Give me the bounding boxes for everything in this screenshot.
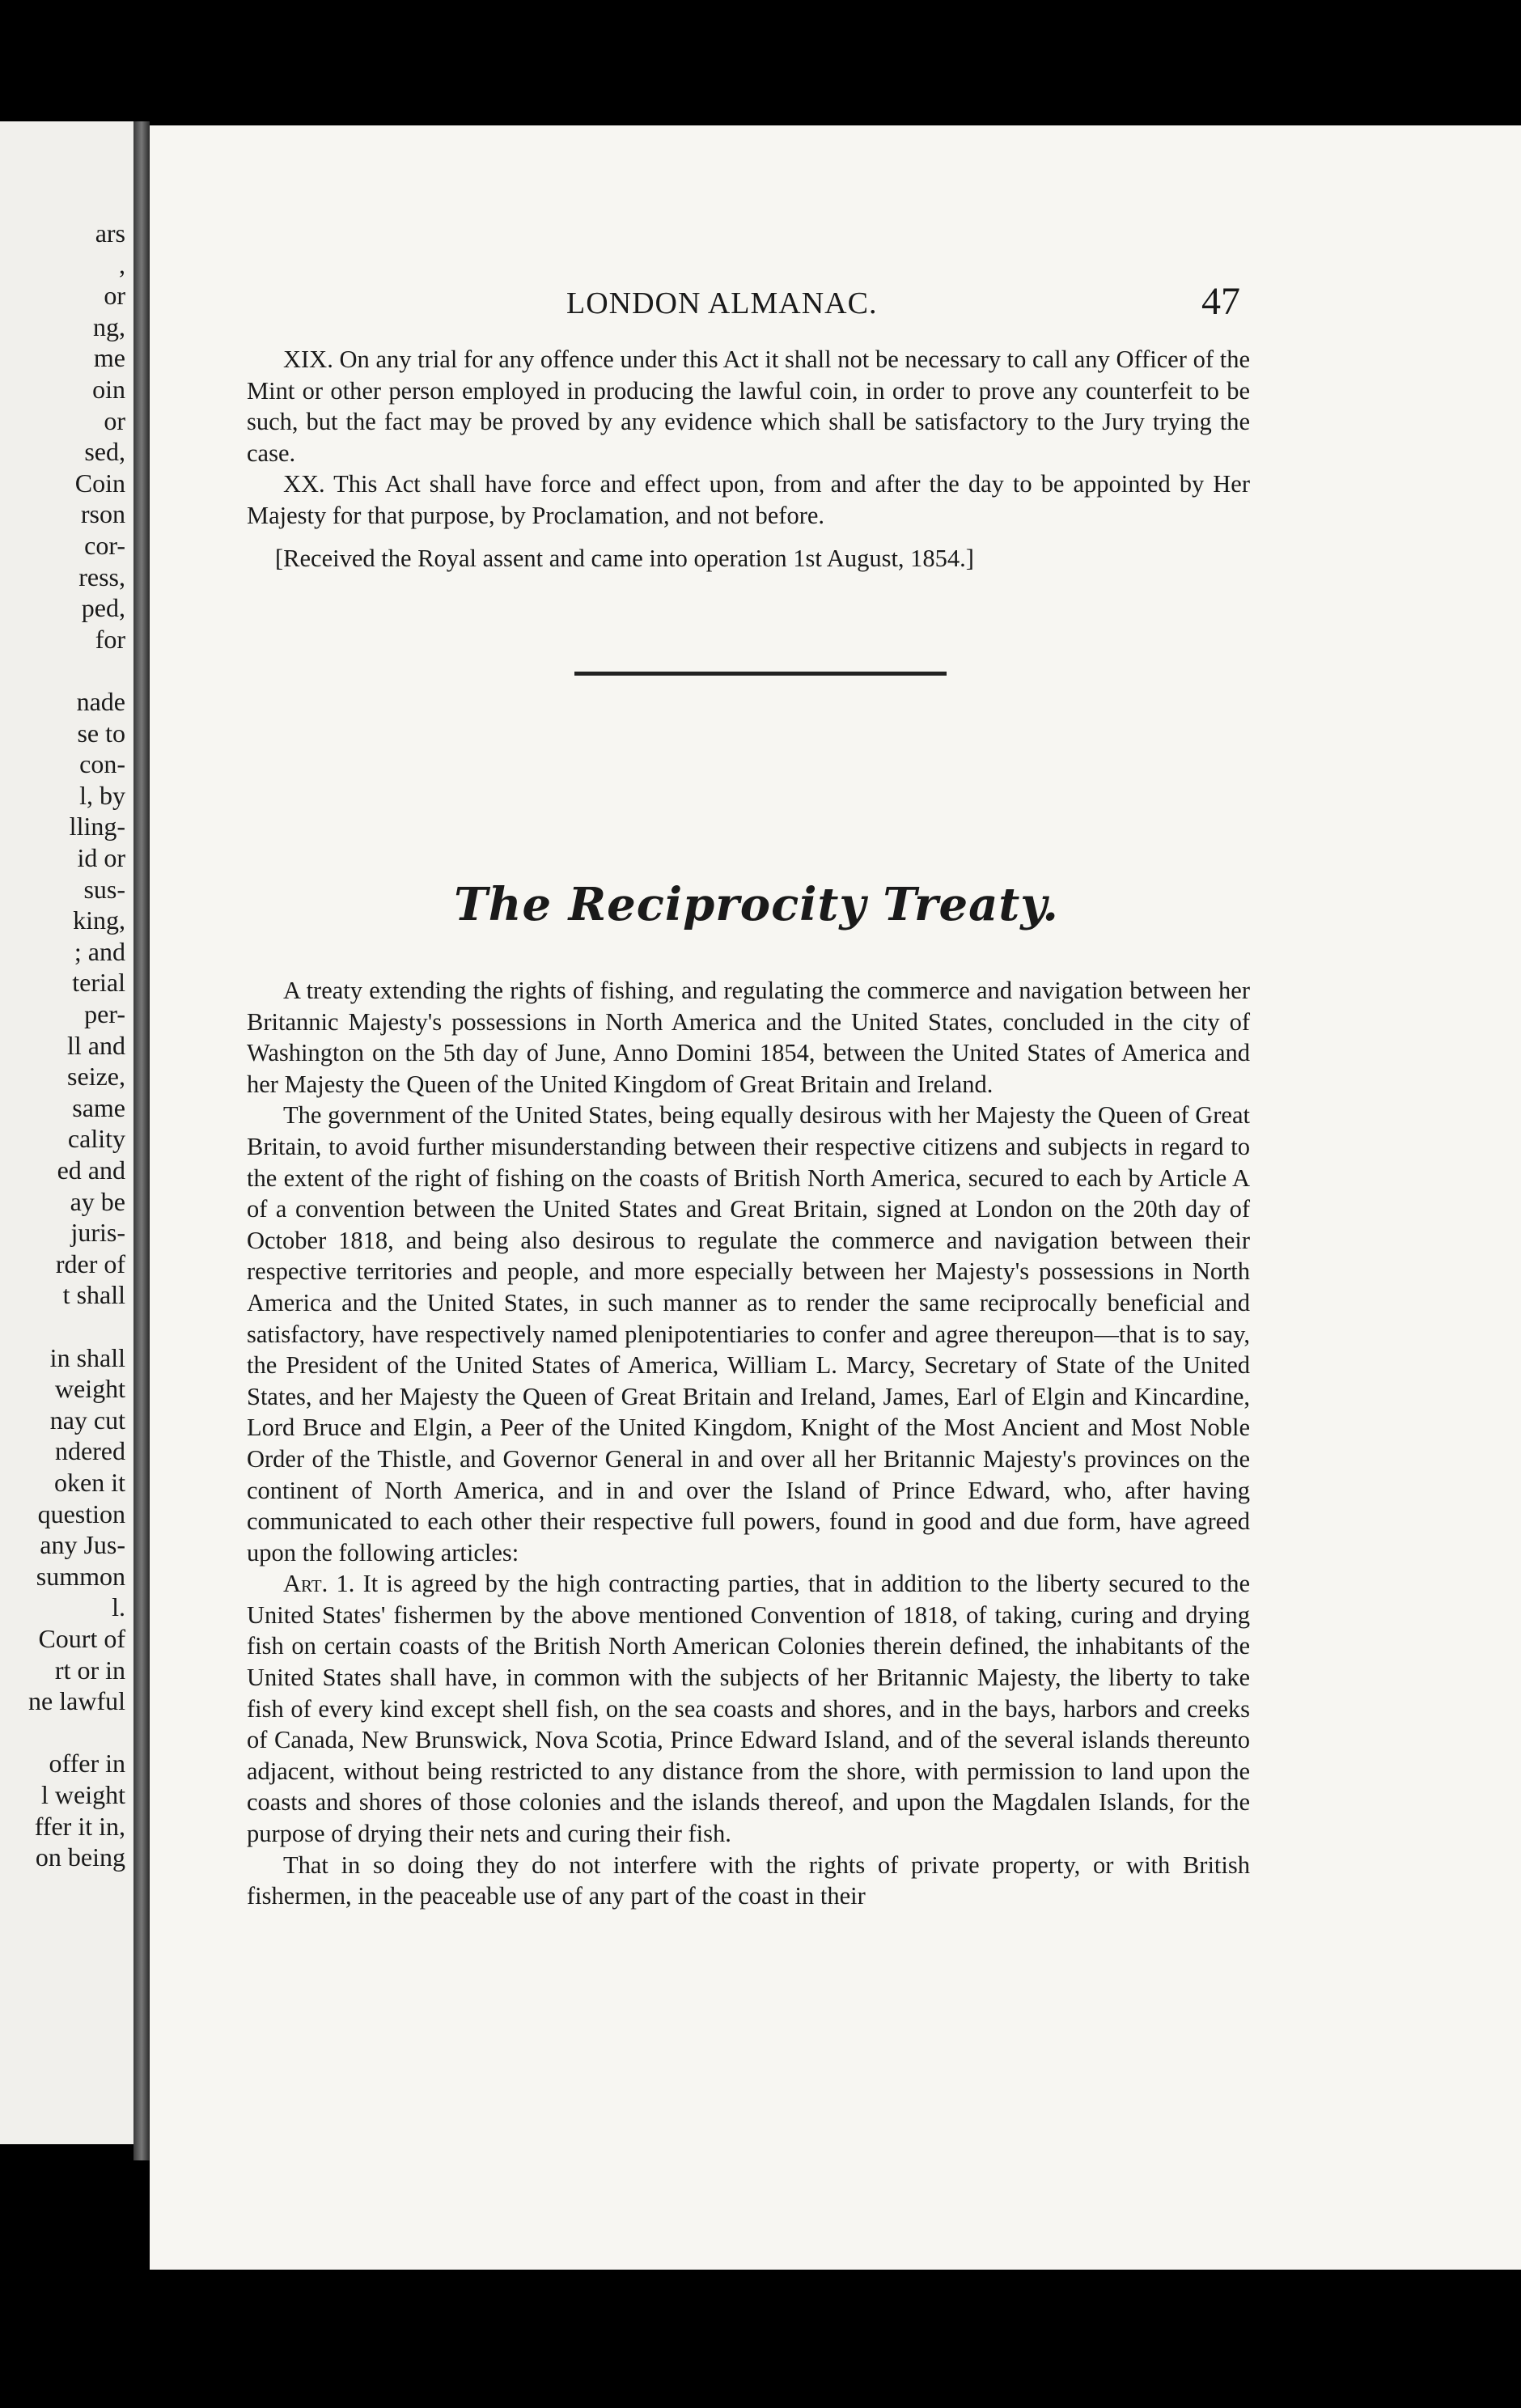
- left-page-fragment: ng,: [93, 312, 125, 341]
- left-facing-page: [0, 121, 133, 2144]
- left-page-fragment: l.: [112, 1592, 125, 1622]
- left-page-fragment: for: [95, 624, 125, 654]
- section-20: XX. This Act shall have force and effect upon, from and after the day to be appointed by Her Majesty for that purpose, by Proclamation, and not before.: [247, 470, 1250, 529]
- page-number: 47: [1201, 280, 1240, 323]
- royal-assent-note: [Received the Royal assent and came into operation 1st August, 1854.]: [275, 544, 974, 572]
- treaty-text: [247, 975, 1250, 1912]
- left-page-fragment: summon: [36, 1561, 125, 1591]
- act-sections: [247, 344, 1250, 574]
- final-paragraph: That in so doing they do not interfere with the rights of private property, or with British fishermen, in the peaceable use of any part of the coast in their: [247, 1851, 1250, 1910]
- left-page-fragment: Court of: [38, 1624, 125, 1653]
- left-page-fragment: me: [93, 343, 125, 373]
- left-page-fragment: cality: [67, 1124, 125, 1154]
- page: [150, 125, 1521, 2270]
- section-19: XIX. On any trial for any offence under this Act it shall not be necessary to call any Officer of the Mint or other person employed in producing the lawful coin, in order to prove any counterfeit to be such, but the fact may be proved by any evidence which shall be satisfactory to the Jury trying the case.: [247, 346, 1250, 467]
- left-page-fragment: ne lawful: [28, 1686, 125, 1716]
- left-page-fragment: or: [104, 405, 125, 435]
- left-page-fragment: ll and: [67, 1030, 125, 1060]
- left-page-fragment: lling-: [69, 812, 125, 842]
- scan-border: [150, 2270, 1521, 2408]
- left-page-fragment: nay cut: [49, 1405, 125, 1435]
- left-page-fragment: ,: [119, 249, 125, 279]
- left-page-fragment: seize,: [67, 1062, 125, 1092]
- left-page-fragment: Coin: [74, 468, 125, 498]
- left-page-fragment: sed,: [84, 437, 125, 467]
- left-page-fragment: id or: [77, 843, 125, 872]
- left-page-fragment: on being: [35, 1842, 125, 1872]
- left-page-fragment: in shall: [49, 1342, 125, 1372]
- page-header: [150, 279, 1521, 328]
- left-page-fragment: ars: [95, 218, 125, 248]
- left-page-fragment: ed and: [57, 1155, 125, 1185]
- running-head: LONDON ALMANAC.: [566, 286, 878, 320]
- left-page-fragment: per-: [84, 999, 125, 1028]
- left-page-fragment: ress,: [78, 562, 125, 591]
- section-divider: [574, 672, 947, 676]
- left-page-fragment: l, by: [79, 780, 125, 810]
- left-page-fragment: offer in: [49, 1749, 125, 1778]
- left-page-fragment: juris-: [70, 1218, 125, 1248]
- left-page-fragment: ; and: [74, 936, 125, 966]
- left-page-fragment: ffer it in,: [34, 1811, 125, 1841]
- left-page-fragment: or: [104, 281, 125, 311]
- left-page-fragment: ped,: [81, 593, 125, 623]
- book-gutter: [133, 121, 150, 2160]
- left-page-fragment: oin: [92, 375, 125, 404]
- left-page-fragment: l weight: [41, 1780, 125, 1809]
- left-page-fragment: oken it: [54, 1468, 125, 1497]
- left-page-fragment: rson: [80, 499, 125, 529]
- left-page-fragment: king,: [73, 905, 125, 935]
- left-page-fragment: sus-: [83, 874, 125, 904]
- left-page-fragment: cor-: [84, 531, 125, 560]
- left-page-fragment: same: [72, 1092, 125, 1122]
- left-page-fragment: t shall: [62, 1280, 125, 1310]
- article-1: [247, 1568, 1250, 1849]
- left-page-fragment: terial: [72, 968, 125, 998]
- left-page-fragment: con-: [79, 749, 125, 779]
- left-page-fragment: rder of: [55, 1249, 125, 1278]
- article-1-label: Art. 1.: [283, 1570, 355, 1598]
- left-page-fragment: rt or in: [54, 1655, 125, 1685]
- treaty-intro: A treaty extending the rights of fishing, and regulating the commerce and navigation between her Britannic Majesty's possessions in North America and the United States, concluded in the city of Washington on the 5th day of June, Anno Domini 1854, between the United States of America and her Majesty the Queen of the United Kingdom of Great Britain and Ireland.: [247, 977, 1250, 1098]
- treaty-preamble: The government of the United States, being equally desirous with her Majesty the Queen of Great Britain, to avoid further misunderstanding between their respective citizens and subjects in regard to the extent of the right of fishing on the coasts of British North America, secured to each by Article A of a convention between the United States and Great Britain, signed at London on the 20th day of October 1818, and being also desirous to regulate the commerce and navigation between their respective territories and people, and more especially between her Majesty's possessions in North America and the United States, in such manner as to render the same reciprocally beneficial and satisfactory, have respectively named plenipotentiaries to confer and agree thereupon—that is to say, the President of the United States of America, William L. Marcy, Secretary of State of the United States, and her Majesty the Queen of Great Britain and Ireland, James, Earl of Elgin and Kincardine, Lord Bruce and Elgin, a Peer of the United Kingdom, Knight of the Most Ancient and Most Noble Order of the Thistle, and Governor General in and over all her Britannic Majesty's provinces on the continent of North America, and in and over the Island of Prince Edward, who, after having communicated to each other their respective full powers, found in good and due form, have agreed upon the following articles:: [247, 1101, 1250, 1566]
- article-1-text: It is agreed by the high contracting parties, that in addition to the liberty secured to the United States' fishermen by the above mentioned Convention of 1818, of taking, curing and drying fish on certain coasts of the British North American Colonies therein defined, the inhabitants of the United States shall have, in common with the subjects of her Britannic Majesty, the liberty to take fish of every kind except shell fish, on the sea coasts and shores, and in the bays, harbors and creeks of Canada, New Brunswick, Nova Scotia, Prince Edward Island, and of the several islands thereunto adjacent, without being restricted to any distance from the shore, with permission to land upon the coasts and shores of those colonies and the islands thereof, and upon the Magdalen Islands, for the purpose of drying their nets and curing their fish.: [247, 1570, 1251, 1848]
- left-page-fragment: any Jus-: [40, 1530, 125, 1560]
- left-page-fragment: nade: [76, 687, 125, 716]
- left-page-fragment: ay be: [70, 1186, 125, 1216]
- left-page-fragment: weight: [54, 1374, 125, 1404]
- left-page-fragment: question: [37, 1499, 125, 1528]
- treaty-title: The Reciprocity Treaty.: [454, 878, 1059, 931]
- left-page-fragment: se to: [77, 718, 125, 748]
- left-page-fragment: ndered: [54, 1436, 125, 1466]
